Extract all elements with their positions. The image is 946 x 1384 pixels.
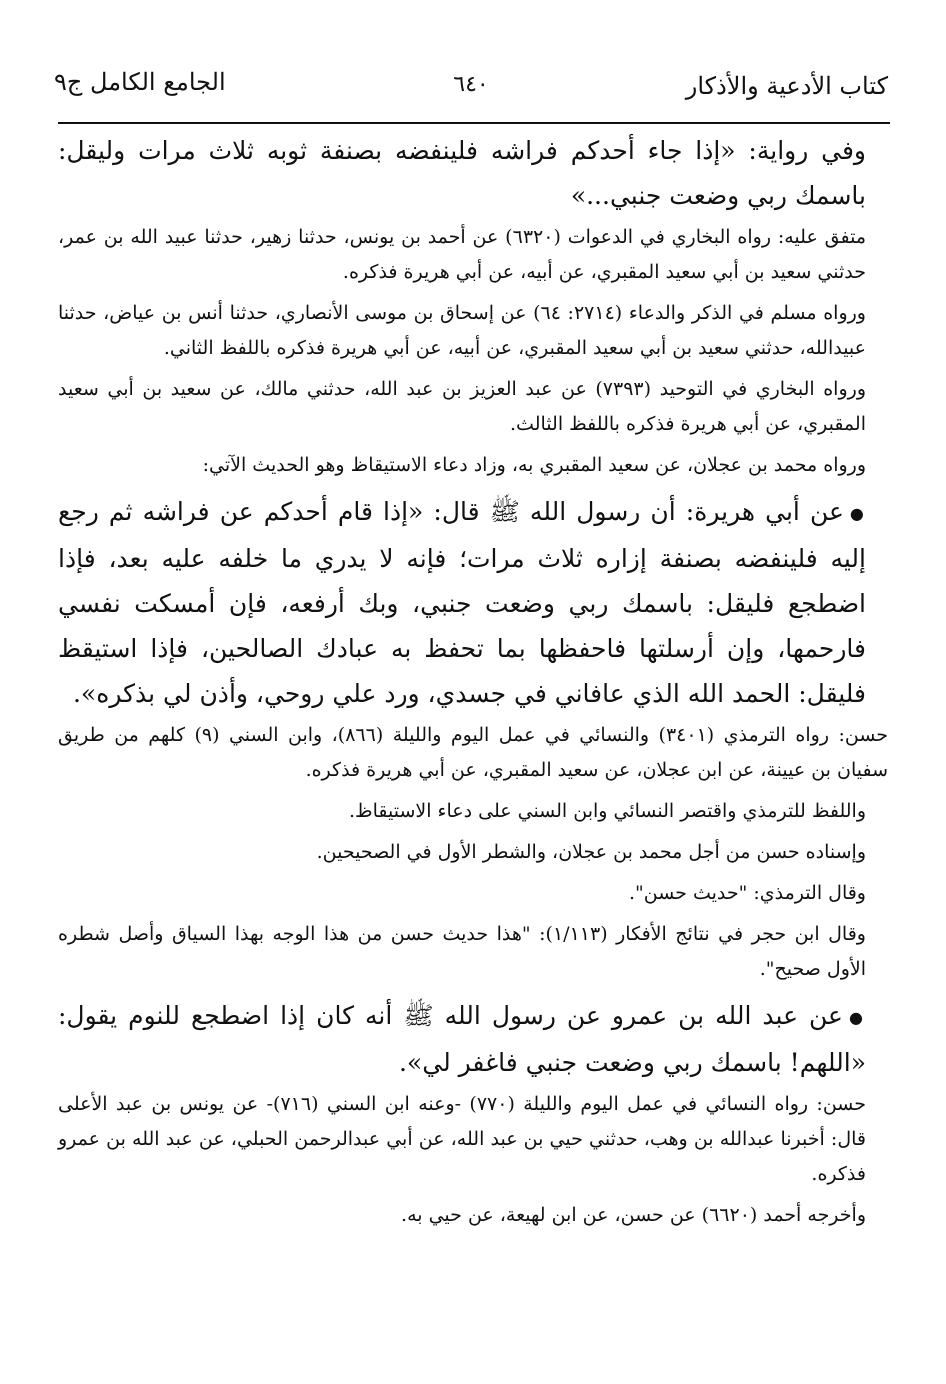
hadith-text-body: عن أبي هريرة: أن رسول الله ﷺ قال: «إذا قام أحدكم عن فراشه ثم رجع إليه فلينفضه بصنفة إزاره ثلاث مرات؛ فإنه لا يدري ما خلفه عليه بعد، فإذا اضطجع فليقل: باسمك ربي وضعت جنبي، وبك أرفعه، فإن أمسكت نفسي فارحمها، وإن أرسلتها فاحفظها بما تحفظ به عبادك الصالحين، فإذا استيقظ فليقل: الحمد الله الذي عافاني في جسدي، ورد علي روحي، وأذن لي بذكره».	[58, 497, 866, 708]
takhrij-paragraph: ورواه مسلم في الذكر والدعاء (٢٧١٤: ٦٤) عن إسحاق بن موسى الأنصاري، حدثنا أنس بن عياض، حدثنا عبيدالله، حدثني سعيد بن أبي سعيد المقبري، عن أبيه، عن أبي هريرة فذكره باللفظ الثاني.	[58, 302, 866, 359]
takhrij-paragraph: حسن: رواه الترمذي (٣٤٠١) والنسائي في عمل اليوم والليلة (٨٦٦)، وابن السني (٩) كلهم من طريق سفيان بن عيينة، عن ابن عجلان، عن سعيد المقبري، عن أبي هريرة فذكره.	[58, 724, 889, 781]
takhrij-paragraph: ورواه محمد بن عجلان، عن سعيد المقبري به، وزاد دعاء الاستيقاظ وهو الحديث الآتي:	[202, 454, 866, 476]
hadith-text-body: عن عبد الله بن عمرو عن رسول الله ﷺ أنه كان إذا اضطجع للنوم يقول: «اللهم! باسمك ربي وضعت جنبي فاغفر لي».	[58, 1001, 866, 1077]
bullet-icon: ●	[849, 504, 866, 523]
hadith-variant-text: وفي رواية: «إذا جاء أحدكم فراشه فلينفضه بصنفة ثوبه ثلاث مرات وليقل: باسمك ربي وضعت جنبي...»	[58, 136, 866, 210]
hadith-text	[58, 489, 888, 716]
bullet-icon: ●	[848, 1008, 866, 1027]
hadith-text	[58, 993, 888, 1085]
takhrij-paragraph: ورواه البخاري في التوحيد (٧٣٩٣) عن عبد العزيز بن عبد الله، حدثني مالك، عن سعيد بن أبي سعيد المقبري، عن أبي هريرة فذكره باللفظ الثالث.	[58, 378, 866, 435]
takhrij-paragraph: وأخرجه أحمد (٦٦٢٠) عن حسن، عن ابن لهيعة، عن حيي به.	[401, 1204, 866, 1226]
book-title: كتاب الأدعية والأذكار	[685, 72, 888, 100]
takhrij-paragraph: واللفظ للترمذي واقتصر النسائي وابن السني على دعاء الاستيقاظ.	[349, 800, 866, 822]
page-number: ٦٤٠	[453, 72, 489, 97]
takhrij-paragraph: حسن: رواه النسائي في عمل اليوم والليلة (٧٧٠) -وعنه ابن السني (٧١٦)- عن يونس بن عبد الأعلى قال: أخبرنا عبدالله بن وهب، حدثني حيي بن عبد الله، عن أبي عبدالرحمن الحبلي، عن عبد الله بن عمرو فذكره.	[58, 1093, 866, 1185]
volume-label: الجامع الكامل ج٩	[54, 68, 226, 96]
page-header	[54, 64, 888, 108]
takhrij-paragraph: متفق عليه: رواه البخاري في الدعوات (٦٣٢٠) عن أحمد بن يونس، حدثنا زهير، حدثنا عبيد الله بن عمر، حدثني سعيد بن أبي سعيد المقبري، عن أبيه، عن أبي هريرة فذكره.	[58, 226, 866, 283]
header-rule	[58, 122, 890, 124]
takhrij-paragraph: وقال ابن حجر في نتائج الأفكار (١/١١٣): "هذا حديث حسن من هذا الوجه بهذا السياق وأصل شطره الأول صحيح".	[58, 923, 866, 980]
takhrij-paragraph: وقال الترمذي: "حديث حسن".	[628, 882, 866, 904]
page-body	[58, 128, 888, 1239]
takhrij-paragraph: وإسناده حسن من أجل محمد بن عجلان، والشطر الأول في الصحيحين.	[316, 841, 866, 863]
